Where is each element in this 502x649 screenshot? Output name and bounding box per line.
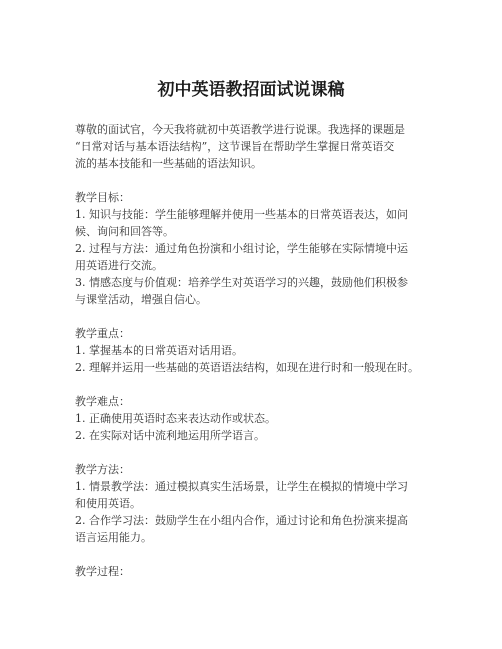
- objective-1-line-1: 1. 知识与技能：学生能够理解并使用一些基本的日常英语表达，如问: [75, 208, 408, 221]
- method-1-line-2: 和使用英语。: [75, 497, 141, 510]
- objective-2-line-2: 用英语进行交流。: [75, 259, 163, 272]
- section-heading-process: 教学过程：: [75, 565, 130, 578]
- method-1-line-1: 1. 情景教学法：通过模拟真实生活场景，让学生在模拟的情境中学习: [75, 480, 408, 493]
- intro-line-1: 尊敬的面试官，今天我将就初中英语教学进行说课。我选择的课题是: [75, 123, 405, 136]
- difficulty-1: 1. 正确使用英语时态来表达动作或状态。: [75, 412, 276, 425]
- section-heading-difficulties: 教学难点：: [75, 395, 130, 408]
- key-point-1: 1. 掌握基本的日常英语对话用语。: [75, 344, 243, 357]
- objective-1-line-2: 候、询问和回答等。: [75, 225, 174, 238]
- objective-3-line-2: 与课堂活动，增强自信心。: [75, 293, 207, 306]
- method-2-line-1: 2. 合作学习法：鼓励学生在小组内合作，通过讨论和角色扮演来提高: [75, 514, 408, 527]
- section-heading-objectives: 教学目标：: [75, 191, 130, 204]
- objective-2-line-1: 2. 过程与方法：通过角色扮演和小组讨论，学生能够在实际情境中运: [75, 242, 408, 255]
- key-point-2: 2. 理解并运用一些基础的英语语法结构，如现在进行时和一般现在时。: [75, 361, 419, 374]
- intro-line-3: 流的基本技能和一些基础的语法知识。: [75, 157, 262, 170]
- section-heading-key-points: 教学重点：: [75, 327, 130, 340]
- objective-3-line-1: 3. 情感态度与价值观：培养学生对英语学习的兴趣，鼓励他们积极参: [75, 276, 408, 289]
- method-2-line-2: 语言运用能力。: [75, 531, 152, 544]
- document-title: 初中英语教招面试说课稿: [157, 80, 345, 100]
- intro-line-2: “日常对话与基本语法结构”，这节课旨在帮助学生掌握日常英语交: [75, 140, 395, 153]
- section-heading-methods: 教学方法：: [75, 463, 130, 476]
- difficulty-2: 2. 在实际对话中流利地运用所学语言。: [75, 429, 265, 442]
